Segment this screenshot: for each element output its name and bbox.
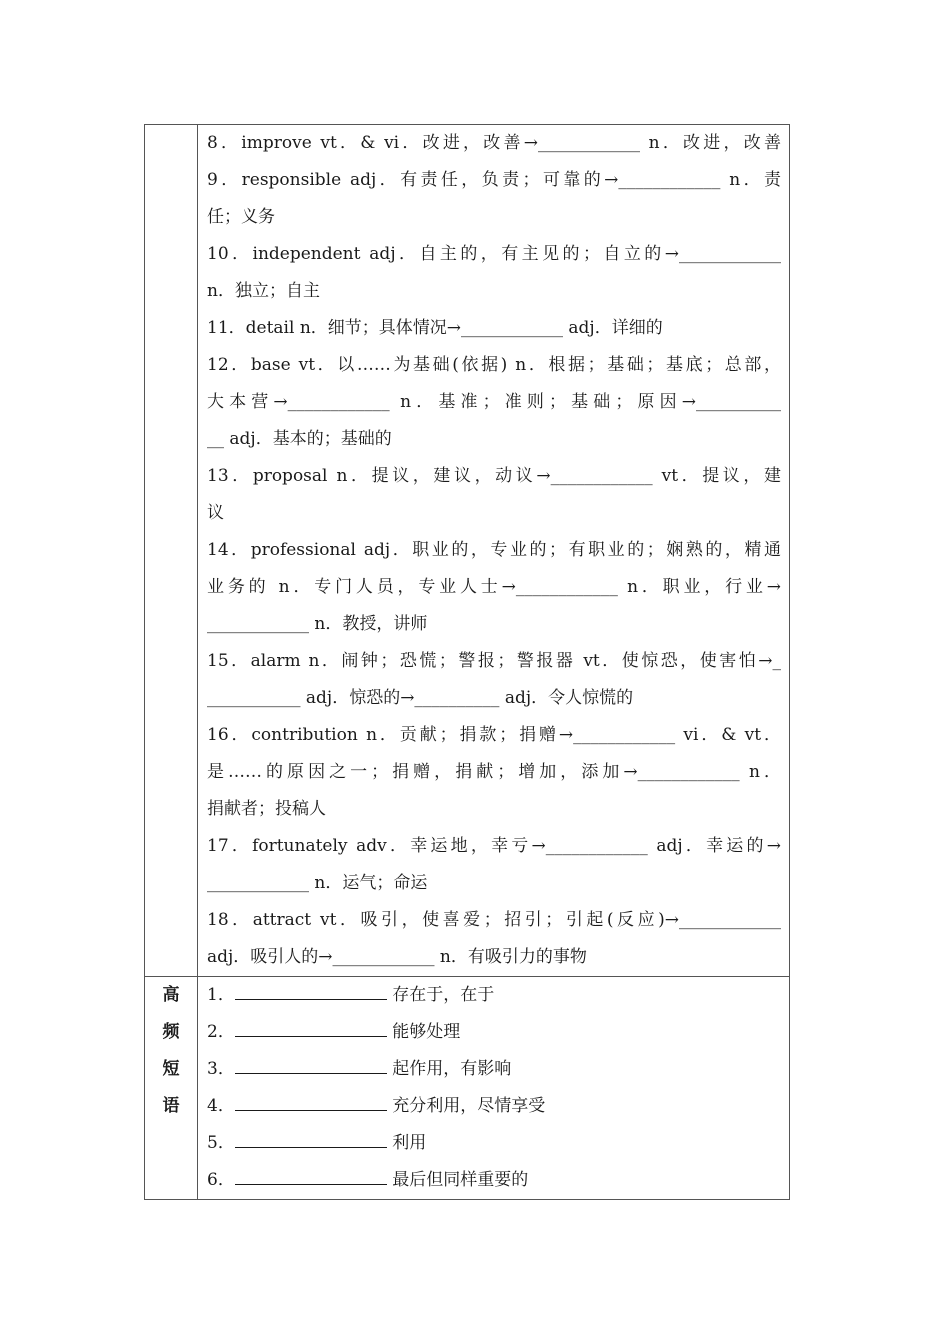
vocab-line: 14．professional adj．职业的，专业的；有职业的；娴熟的，精通 [207, 540, 781, 560]
phrase-item [207, 977, 781, 1014]
phrase-blank[interactable] [235, 1132, 387, 1148]
vocab-side-cell [145, 125, 198, 977]
vocab-line: 15．alarm n．闹钟；恐慌；警报；警报器 vt．使惊恐，使害怕→_ [207, 651, 781, 671]
vocab-line: __ adj．基本的；基础的 [207, 429, 392, 449]
vocabulary-table [144, 124, 790, 1200]
vocab-line: 大本营→____________ n．基准；准则；基础；原因→__________ [207, 392, 781, 412]
vocab-line: 11．detail n．细节；具体情况→____________ adj．详细的 [207, 318, 663, 338]
phrase-number: 2． [207, 1022, 235, 1042]
vocab-line: 捐献者；投稿人 [207, 799, 326, 819]
phrase-meaning: 起作用，有影响 [392, 1059, 512, 1079]
vocab-line: 是……的原因之一；捐赠，捐献；增加，添加→____________ n． [207, 762, 781, 782]
phrase-row [145, 977, 790, 1200]
phrase-meaning: 利用 [392, 1133, 427, 1153]
phrases-cell [198, 977, 790, 1200]
phrase-meaning: 存在于，在于 [392, 985, 495, 1005]
section-label-char: 高 [162, 985, 180, 1005]
phrase-item [207, 1088, 781, 1125]
vocab-line: 16．contribution n．贡献；捐款；捐赠→____________ vi．& vt． [207, 725, 781, 745]
vocab-line: n．独立；自主 [207, 281, 320, 301]
section-label-char: 频 [162, 1022, 180, 1042]
phrase-blank[interactable] [235, 1095, 387, 1111]
phrase-number: 1． [207, 985, 235, 1005]
vocab-line: adj．吸引人的→____________ n．有吸引力的事物 [207, 947, 587, 967]
phrase-meaning: 能够处理 [392, 1022, 461, 1042]
phrase-item [207, 1014, 781, 1051]
phrase-item [207, 1162, 781, 1199]
phrase-blank[interactable] [235, 1058, 387, 1074]
vocab-line: 业务的 n．专门人员，专业人士→____________ n．职业，行业→ [207, 577, 781, 597]
vocab-line: ____________ n．教授，讲师 [207, 614, 428, 634]
vocab-line: 18．attract vt．吸引，使喜爱；招引；引起(反应)→____________ [207, 910, 781, 930]
phrase-blank[interactable] [235, 1021, 387, 1037]
vocab-line: 8．improve vt．& vi．改进，改善→____________ n．改进，改善 [207, 133, 781, 153]
phrase-number: 4． [207, 1096, 235, 1116]
vocab-row [145, 125, 790, 977]
vocab-line: 议 [207, 503, 224, 523]
vocab-line: ___________ adj．惊恐的→__________ adj．令人惊慌的 [207, 688, 634, 708]
phrase-meaning: 最后但同样重要的 [392, 1170, 529, 1190]
vocab-line: 任；义务 [207, 207, 275, 227]
vocab-line: ____________ n．运气；命运 [207, 873, 428, 893]
phrase-meaning: 充分利用，尽情享受 [392, 1096, 546, 1116]
phrase-item [207, 1051, 781, 1088]
phrase-number: 3． [207, 1059, 235, 1079]
vocab-line: 9．responsible adj．有责任，负责；可靠的→____________ n．责 [207, 170, 781, 190]
section-label-char: 语 [162, 1096, 180, 1116]
vocab-entries-cell [198, 125, 790, 977]
vocab-line: 17．fortunately adv．幸运地，幸亏→____________ adj．幸运的→ [207, 836, 781, 856]
phrase-blank[interactable] [235, 1169, 387, 1185]
section-label-cell [145, 977, 198, 1200]
vocab-line: 10．independent adj．自主的，有主见的；自立的→____________ [207, 244, 781, 264]
phrase-number: 6． [207, 1170, 235, 1190]
vocab-line: 12．base vt．以……为基础(依据) n．根据；基础；基底；总部， [207, 355, 781, 375]
phrase-item [207, 1125, 781, 1162]
phrase-blank[interactable] [235, 984, 387, 1000]
phrase-number: 5． [207, 1133, 235, 1153]
vocabulary-table-section [144, 124, 781, 1200]
section-label-char: 短 [162, 1059, 180, 1079]
vocab-line: 13．proposal n．提议，建议，动议→____________ vt．提议，建 [207, 466, 781, 486]
